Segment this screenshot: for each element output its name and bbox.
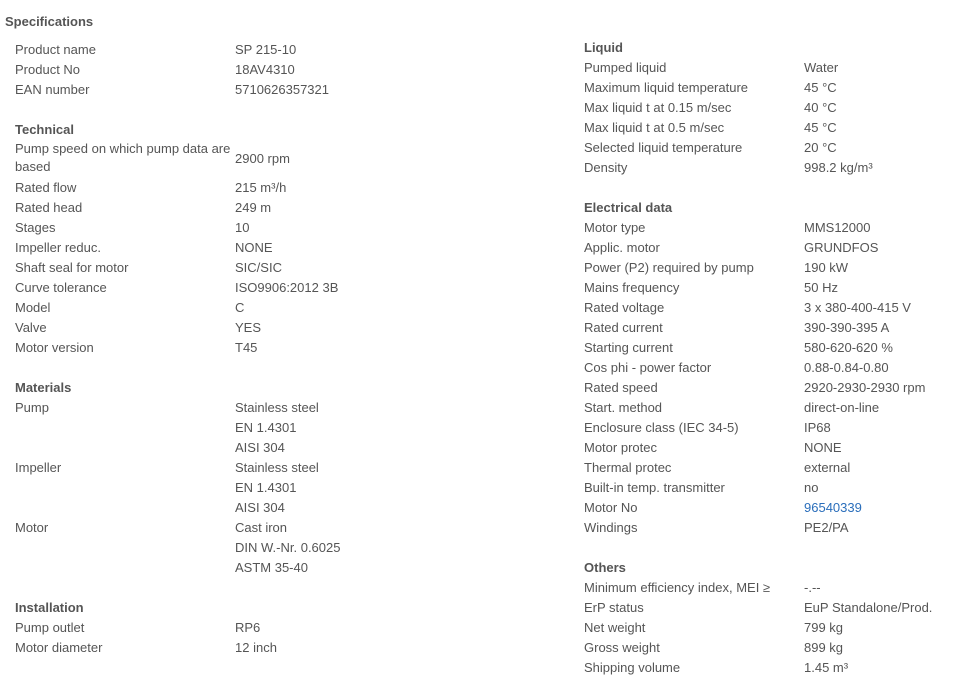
spec-label: Motor protec	[584, 440, 657, 455]
spec-value: 998.2 kg/m³	[804, 160, 873, 175]
spec-value: IP68	[804, 420, 831, 435]
spec-row-impeller-reduc	[15, 238, 555, 258]
spec-row-starting-current	[584, 338, 953, 358]
spec-value: 0.88-0.84-0.80	[804, 360, 889, 375]
spec-value-line: ASTM 35-40	[235, 560, 308, 575]
spec-row-motor-protec	[584, 438, 953, 458]
spec-row-thermal-protec	[584, 458, 953, 478]
spec-value: 1.45 m³	[804, 660, 849, 675]
spec-row-product-no	[15, 60, 555, 80]
spec-value-line: AISI 304	[235, 440, 285, 455]
spec-row-shipping-volume	[584, 658, 953, 678]
others-section	[584, 558, 953, 678]
general-section	[15, 40, 555, 100]
spec-label: Rated flow	[15, 180, 77, 195]
spec-label: Rated head	[15, 200, 83, 215]
spec-row-selected-liquid-temp	[584, 138, 953, 158]
spec-label: Applic. motor	[584, 240, 660, 255]
spec-value: 3 x 380-400-415 V	[804, 300, 911, 315]
spec-label: Cos phi - power factor	[584, 360, 712, 375]
spec-value: C	[235, 300, 245, 315]
spec-label: Maximum liquid temperature	[584, 80, 749, 95]
spec-value: GRUNDFOS	[804, 240, 879, 255]
spec-value: ISO9906:2012 3B	[235, 280, 339, 295]
section-title-others: Others	[584, 560, 626, 575]
spec-row-motor-type	[584, 218, 953, 238]
page-title: Specifications	[5, 14, 94, 29]
spec-value: SP 215-10	[235, 42, 297, 57]
section-title-technical: Technical	[15, 122, 75, 137]
spec-row-enclosure-class	[584, 418, 953, 438]
spec-row-curve-tolerance	[15, 278, 555, 298]
spec-value: 190 kW	[804, 260, 849, 275]
spec-value: 580-620-620 %	[804, 340, 893, 355]
spec-label: Power (P2) required by pump	[584, 260, 754, 275]
spec-value-line: EN 1.4301	[235, 420, 297, 435]
spec-value: MMS12000	[804, 220, 871, 235]
spec-value: PE2/PA	[804, 520, 849, 535]
spec-row-pump-outlet	[15, 618, 555, 638]
spec-label: Gross weight	[584, 640, 660, 655]
spec-row-shaft-seal	[15, 258, 555, 278]
spec-row-erp-status	[584, 598, 953, 618]
spec-value: external	[804, 460, 851, 475]
spec-label: Motor diameter	[15, 640, 103, 655]
spec-row-motor-material	[15, 518, 555, 578]
spec-label: Starting current	[584, 340, 673, 355]
spec-value: 18AV4310	[235, 62, 295, 77]
spec-value: 10	[235, 220, 250, 235]
spec-label: Motor	[15, 520, 49, 535]
spec-value: RP6	[235, 620, 261, 635]
spec-row-start-method	[584, 398, 953, 418]
spec-label: Max liquid t at 0.5 m/sec	[584, 120, 725, 135]
spec-label: Enclosure class (IEC 34-5)	[584, 420, 739, 435]
section-title-installation: Installation	[15, 600, 84, 615]
spec-label: ErP status	[584, 600, 644, 615]
spec-row-stages	[15, 218, 555, 238]
spec-label: Stages	[15, 220, 56, 235]
spec-row-max-liquid-temp	[584, 78, 953, 98]
spec-value: T45	[235, 340, 258, 355]
spec-row-rated-current	[584, 318, 953, 338]
spec-row-motor-version	[15, 338, 555, 358]
spec-value-line: DIN W.-Nr. 0.6025	[235, 540, 341, 555]
spec-value: NONE	[804, 440, 842, 455]
spec-value-line: EN 1.4301	[235, 480, 297, 495]
spec-row-max-liquid-t-015	[584, 98, 953, 118]
spec-label: Mains frequency	[584, 280, 680, 295]
spec-row-mei	[584, 578, 953, 598]
spec-label: Impeller reduc.	[15, 240, 101, 255]
spec-label: Valve	[15, 320, 47, 335]
spec-value: -.--	[804, 580, 821, 595]
spec-label: Shaft seal for motor	[15, 260, 129, 275]
spec-label: Model	[15, 300, 51, 315]
electrical-section	[584, 198, 953, 538]
spec-value: 12 inch	[235, 640, 277, 655]
spec-value-line: Stainless steel	[235, 400, 319, 415]
spec-label: Windings	[584, 520, 638, 535]
spec-label: Product No	[15, 62, 81, 77]
spec-value: 40 °C	[804, 100, 837, 115]
spec-value: no	[804, 480, 819, 495]
spec-value-line: Stainless steel	[235, 460, 319, 475]
spec-row-product-name	[15, 40, 555, 60]
spec-label: Net weight	[584, 620, 646, 635]
spec-row-mains-frequency	[584, 278, 953, 298]
spec-label: Product name	[15, 42, 96, 57]
spec-value: 5710626357321	[235, 82, 329, 97]
spec-label: EAN number	[15, 82, 90, 97]
section-title-materials: Materials	[15, 380, 72, 395]
spec-label: Start. method	[584, 400, 663, 415]
spec-row-built-in-temp	[584, 478, 953, 498]
spec-label: Rated current	[584, 320, 663, 335]
section-title-electrical: Electrical data	[584, 200, 673, 215]
spec-label: Max liquid t at 0.15 m/sec	[584, 100, 732, 115]
section-title-liquid: Liquid	[584, 40, 623, 55]
materials-section	[15, 378, 555, 578]
spec-row-model	[15, 298, 555, 318]
spec-row-ean-number	[15, 80, 555, 100]
spec-value	[235, 518, 340, 578]
spec-label: Rated speed	[584, 380, 658, 395]
spec-value: Water	[804, 60, 839, 75]
spec-row-valve	[15, 318, 555, 338]
spec-value: 50 Hz	[804, 280, 838, 295]
spec-value: 2920-2930-2930 rpm	[804, 380, 926, 395]
spec-value	[235, 398, 319, 458]
spec-label: Thermal protec	[584, 460, 672, 475]
spec-value: 45 °C	[804, 80, 837, 95]
spec-row-pump-material	[15, 398, 555, 458]
spec-label: Selected liquid temperature	[584, 140, 743, 155]
technical-section	[15, 120, 555, 358]
spec-value: 390-390-395 A	[804, 320, 890, 335]
spec-label: Motor version	[15, 340, 94, 355]
spec-label: Density	[584, 160, 628, 175]
spec-row-power-p2	[584, 258, 953, 278]
spec-row-pump-speed	[15, 140, 555, 178]
spec-label: Shipping volume	[584, 660, 681, 675]
spec-label: Pump outlet	[15, 620, 85, 635]
spec-value: 799 kg	[804, 620, 844, 635]
motor-no-link[interactable]: 96540339	[804, 500, 862, 515]
spec-row-net-weight	[584, 618, 953, 638]
spec-row-max-liquid-t-05	[584, 118, 953, 138]
spec-row-rated-head	[15, 198, 555, 218]
liquid-section	[584, 38, 953, 178]
spec-value	[235, 458, 319, 518]
spec-value: 899 kg	[804, 640, 844, 655]
spec-value: 20 °C	[804, 140, 837, 155]
spec-value: YES	[235, 320, 262, 335]
spec-label: Curve tolerance	[15, 280, 107, 295]
spec-label: Pump	[15, 400, 49, 415]
spec-value: EuP Standalone/Prod.	[804, 600, 933, 615]
spec-row-rated-flow	[15, 178, 555, 198]
spec-row-cos-phi	[584, 358, 953, 378]
spec-label: Pumped liquid	[584, 60, 667, 75]
installation-section	[15, 598, 555, 658]
spec-row-windings	[584, 518, 953, 538]
spec-value: 45 °C	[804, 120, 837, 135]
spec-row-gross-weight	[584, 638, 953, 658]
spec-value: direct-on-line	[804, 400, 880, 415]
spec-value-line: AISI 304	[235, 500, 285, 515]
spec-row-motor-diameter	[15, 638, 555, 658]
spec-label: Impeller	[15, 460, 62, 475]
spec-row-rated-voltage	[584, 298, 953, 318]
spec-label: Minimum efficiency index, MEI ≥	[584, 580, 771, 595]
spec-row-rated-speed	[584, 378, 953, 398]
spec-value: NONE	[235, 240, 273, 255]
spec-row-impeller-material	[15, 458, 555, 518]
spec-label: Motor type	[584, 220, 646, 235]
spec-row-motor-no	[584, 498, 953, 518]
spec-label: Pump speed on which pump data are based	[15, 141, 231, 174]
spec-row-pumped-liquid	[584, 58, 953, 78]
spec-row-applic-motor	[584, 238, 953, 258]
spec-row-density	[584, 158, 953, 178]
spec-value: 249 m	[235, 200, 272, 215]
spec-value: SIC/SIC	[235, 260, 282, 275]
spec-value-line: Cast iron	[235, 520, 288, 535]
spec-label: Rated voltage	[584, 300, 665, 315]
spec-label: Motor No	[584, 500, 638, 515]
spec-label: Built-in temp. transmitter	[584, 480, 725, 495]
spec-value: 215 m³/h	[235, 180, 287, 195]
spec-value: 2900 rpm	[235, 151, 290, 166]
